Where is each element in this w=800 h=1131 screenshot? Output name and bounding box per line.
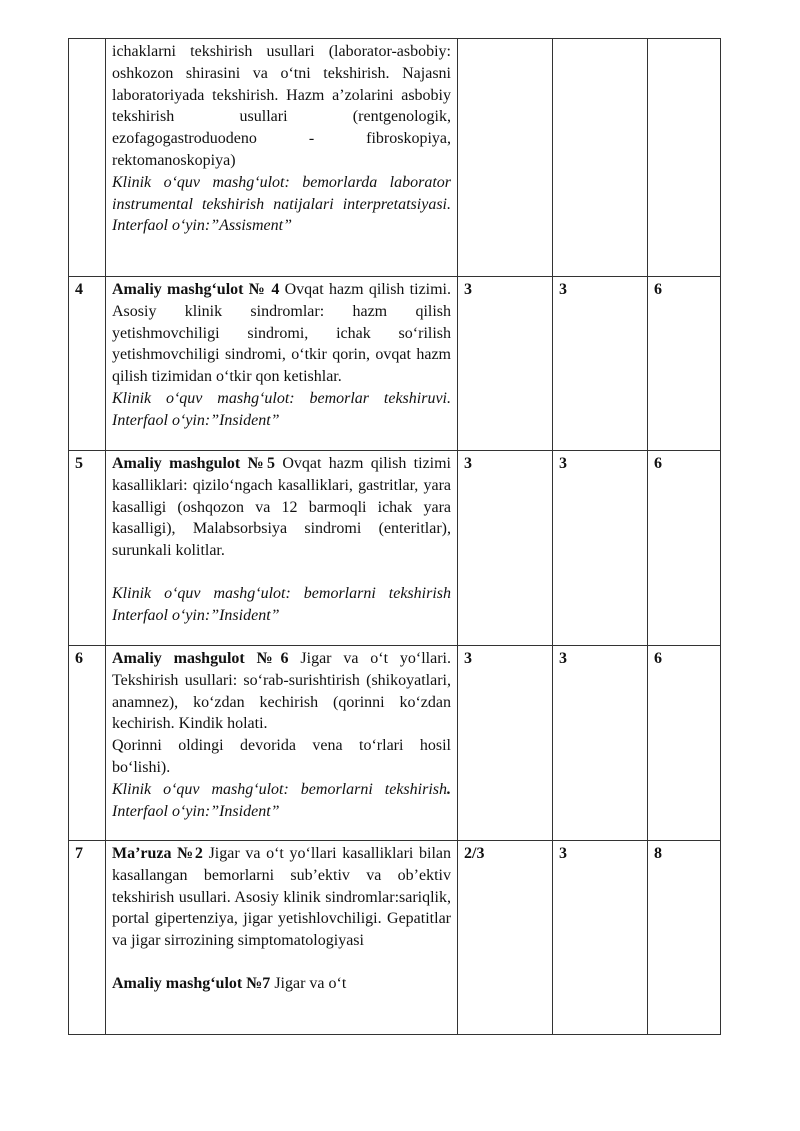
row-number: 6 <box>69 646 106 841</box>
lecture-title: Ma’ruza №2 <box>112 845 203 862</box>
topic-text: Jigar va o‘t yo‘llari kasalliklari bilan kasallangan bemorlarni sub’ektiv va ob’ektiv tekshirish usullari. Asosiy klinik sindromlar:sariqlik, portal gipertenziya, jigar yetishlovchiligi. Gepatitlar va jigar sirrozining simptomatologiyasi <box>112 845 451 950</box>
lesson-title: Amaliy mashg‘ulot №7 <box>112 974 271 992</box>
clinic-text: Klinik o‘quv mashg‘ulot: bemorlarda laborator instrumental tekshirish natijalari interpretatsiyasi. Interfaol o‘yin:”Assisment” <box>112 173 451 235</box>
lesson-title: Amaliy mashgulot №6 <box>112 650 289 667</box>
hours-cell-1: 3 <box>458 451 553 646</box>
hours-cell-2: 3 <box>553 841 648 1035</box>
clinic-text: Klinik o‘quv mashg‘ulot: bemorlarni tekshirish <box>112 780 447 798</box>
table-row <box>69 451 721 646</box>
table-row <box>69 39 721 277</box>
lesson-title: Amaliy mashgulot №5 <box>112 455 275 472</box>
curriculum-table <box>68 38 721 1035</box>
row-number: 4 <box>69 277 106 451</box>
table-row <box>69 841 721 1035</box>
topic-cell <box>106 841 458 1035</box>
hours-cell-1: 3 <box>458 646 553 841</box>
topic-cell <box>106 451 458 646</box>
topic-text: Jigar va o‘t yo‘llari. Tekshirish usullari: so‘rab-surishtirish (shikoyatlari, anamnez), ko‘zdan kechirish (qorinni ko‘zdan kechirish. Kindik holati. <box>112 650 452 733</box>
table-row <box>69 646 721 841</box>
clinic-text: Klinik o‘quv mashg‘ulot: bemorlar tekshiruvi. Interfaol o‘yin:”Insident” <box>112 389 451 429</box>
hours-cell-3: 6 <box>648 646 721 841</box>
topic-text: Ovqat hazm qilish tizimi. Asosiy klinik sindromlar: hazm qilish yetishmovchiligi sindromi, ichak so‘rilish yetishmovchiligi sindromi, o‘tkir qorin, ovqat hazm qilish tizimidan o‘tkir qon ketishlar. <box>112 281 452 386</box>
topic-cell <box>106 646 458 841</box>
hours-cell-2: 3 <box>553 277 648 451</box>
row-number: 7 <box>69 841 106 1035</box>
row-number <box>69 39 106 277</box>
topic-text: ichaklarni tekshirish usullari (laborator-asbobiy: oshkozon shirasini va o‘tni tekshirish. Najasni laboratoriyada tekshirish. Hazm a’zolarini asbobiy tekshirish usullari (rentgenologik, ezofagogastroduodeno - fibroskopiya, rektomanoskopiya) <box>112 43 451 169</box>
hours-cell-3 <box>648 39 721 277</box>
topic-text-continued: Jigar va o‘t <box>274 974 347 992</box>
topic-cell <box>106 39 458 277</box>
lesson-title: Amaliy mashg‘ulot № 4 <box>112 281 280 298</box>
hours-cell-2: 3 <box>553 646 648 841</box>
clinic-dot: . <box>447 780 451 798</box>
hours-cell-3: 6 <box>648 451 721 646</box>
table-row <box>69 277 721 451</box>
hours-cell-1: 2/3 <box>458 841 553 1035</box>
hours-cell-1 <box>458 39 553 277</box>
hours-cell-2: 3 <box>553 451 648 646</box>
clinic-text: Klinik o‘quv mashg‘ulot: bemorlarni tekshirish Interfaol o‘yin:”Insident” <box>112 584 451 624</box>
hours-cell-1: 3 <box>458 277 553 451</box>
topic-text-continued: Qorinni oldingi devorida vena to‘rlari hosil bo‘lishi). <box>112 737 451 776</box>
hours-cell-3: 6 <box>648 277 721 451</box>
row-number: 5 <box>69 451 106 646</box>
topic-cell <box>106 277 458 451</box>
hours-cell-3: 8 <box>648 841 721 1035</box>
topic-text: Ovqat hazm qilish tizimi kasalliklari: qizilo‘ngach kasalliklari, gastritlar, yara kasalligi (oshqozon va 12 barmoqli ichak yara kasalligi), Malabsorbsiya sindromi (enteritlar), surunkali kolitlar. <box>112 455 452 560</box>
hours-cell-2 <box>553 39 648 277</box>
clinic-text-interactive: Interfaol o‘yin:”Insident” <box>112 802 280 820</box>
